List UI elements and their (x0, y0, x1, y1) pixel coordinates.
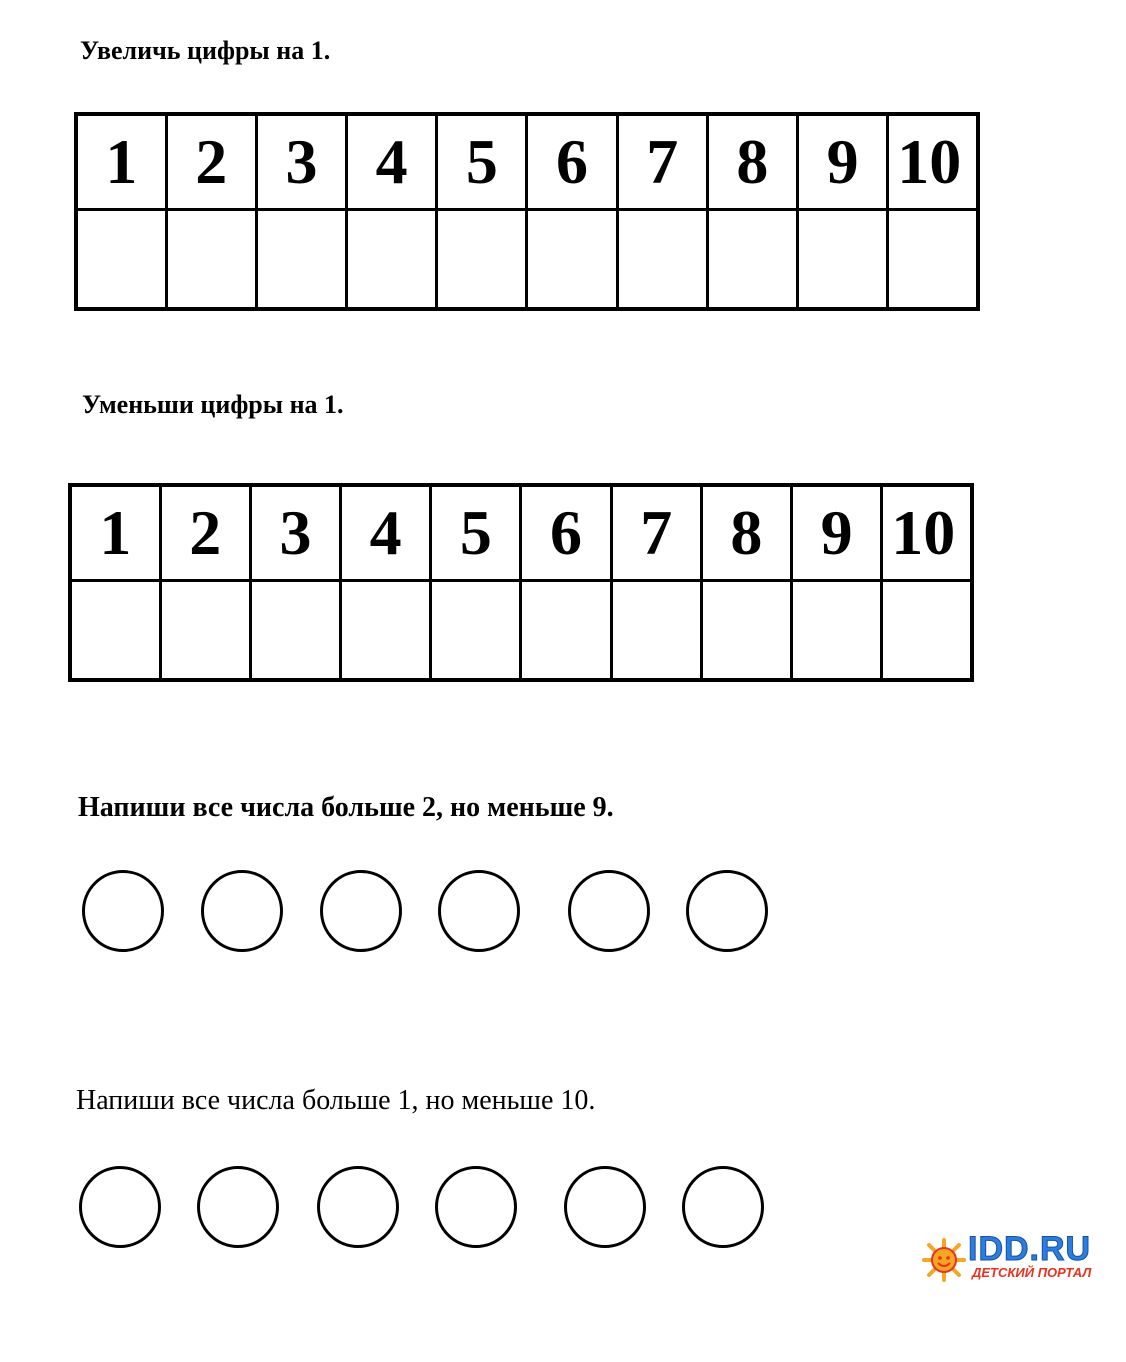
section-2-title: Уменьши цифры на 1. (82, 390, 344, 419)
answer-cell[interactable] (431, 581, 521, 681)
answer-cell[interactable] (527, 210, 617, 310)
number-cell: 8 (701, 485, 791, 581)
number-cell: 2 (166, 114, 256, 210)
number-cell: 7 (617, 114, 707, 210)
answer-circle[interactable] (82, 870, 164, 952)
answer-circle[interactable] (435, 1166, 517, 1248)
answer-circle[interactable] (568, 870, 650, 952)
decrease-table (68, 483, 974, 682)
sun-icon (922, 1238, 966, 1282)
answer-circle[interactable] (682, 1166, 764, 1248)
answer-circle[interactable] (201, 870, 283, 952)
number-cell: 5 (431, 485, 521, 581)
number-cell: 6 (521, 485, 611, 581)
section-1-title: Увеличь цифры на 1. (80, 36, 331, 65)
number-cell: 3 (256, 114, 346, 210)
answer-cell[interactable] (166, 210, 256, 310)
number-cell: 3 (250, 485, 340, 581)
number-cell: 10 (888, 114, 978, 210)
number-cell: 1 (76, 114, 166, 210)
number-cell: 9 (798, 114, 888, 210)
answer-cell[interactable] (70, 581, 160, 681)
number-cell: 4 (341, 485, 431, 581)
number-cell: 5 (437, 114, 527, 210)
answer-circle[interactable] (317, 1166, 399, 1248)
answer-cell[interactable] (437, 210, 527, 310)
answer-cell[interactable] (798, 210, 888, 310)
number-cell: 4 (347, 114, 437, 210)
answer-cell[interactable] (888, 210, 978, 310)
number-cell: 2 (160, 485, 250, 581)
answer-circles-1 (82, 870, 772, 952)
answer-cell[interactable] (701, 581, 791, 681)
number-cell: 1 (70, 485, 160, 581)
logo-text: IDD.RU (968, 1230, 1092, 1268)
answer-cell[interactable] (256, 210, 346, 310)
answer-circles-2 (79, 1166, 769, 1248)
increase-table (74, 112, 980, 311)
number-cell: 8 (707, 114, 797, 210)
section-4-title: Напиши все числа больше 1, но меньше 10. (76, 1085, 596, 1116)
answer-circle[interactable] (438, 870, 520, 952)
answer-cell[interactable] (882, 581, 972, 681)
answer-cell[interactable] (792, 581, 882, 681)
answer-cell[interactable] (76, 210, 166, 310)
answer-circle[interactable] (564, 1166, 646, 1248)
answer-cell[interactable] (341, 581, 431, 681)
site-logo[interactable] (922, 1232, 1112, 1288)
number-cell: 7 (611, 485, 701, 581)
answer-cell[interactable] (707, 210, 797, 310)
section-3-title: Напиши все числа больше 2, но меньше 9. (78, 792, 614, 823)
answer-circle[interactable] (197, 1166, 279, 1248)
number-cell: 10 (882, 485, 972, 581)
logo-subtitle: ДЕТСКИЙ ПОРТАЛ (972, 1265, 1092, 1280)
answer-cell[interactable] (160, 581, 250, 681)
number-cell: 6 (527, 114, 617, 210)
answer-circle[interactable] (686, 870, 768, 952)
answer-circle[interactable] (320, 870, 402, 952)
answer-cell[interactable] (617, 210, 707, 310)
answer-cell[interactable] (521, 581, 611, 681)
answer-circle[interactable] (79, 1166, 161, 1248)
answer-cell[interactable] (250, 581, 340, 681)
answer-cell[interactable] (611, 581, 701, 681)
number-cell: 9 (792, 485, 882, 581)
answer-cell[interactable] (347, 210, 437, 310)
